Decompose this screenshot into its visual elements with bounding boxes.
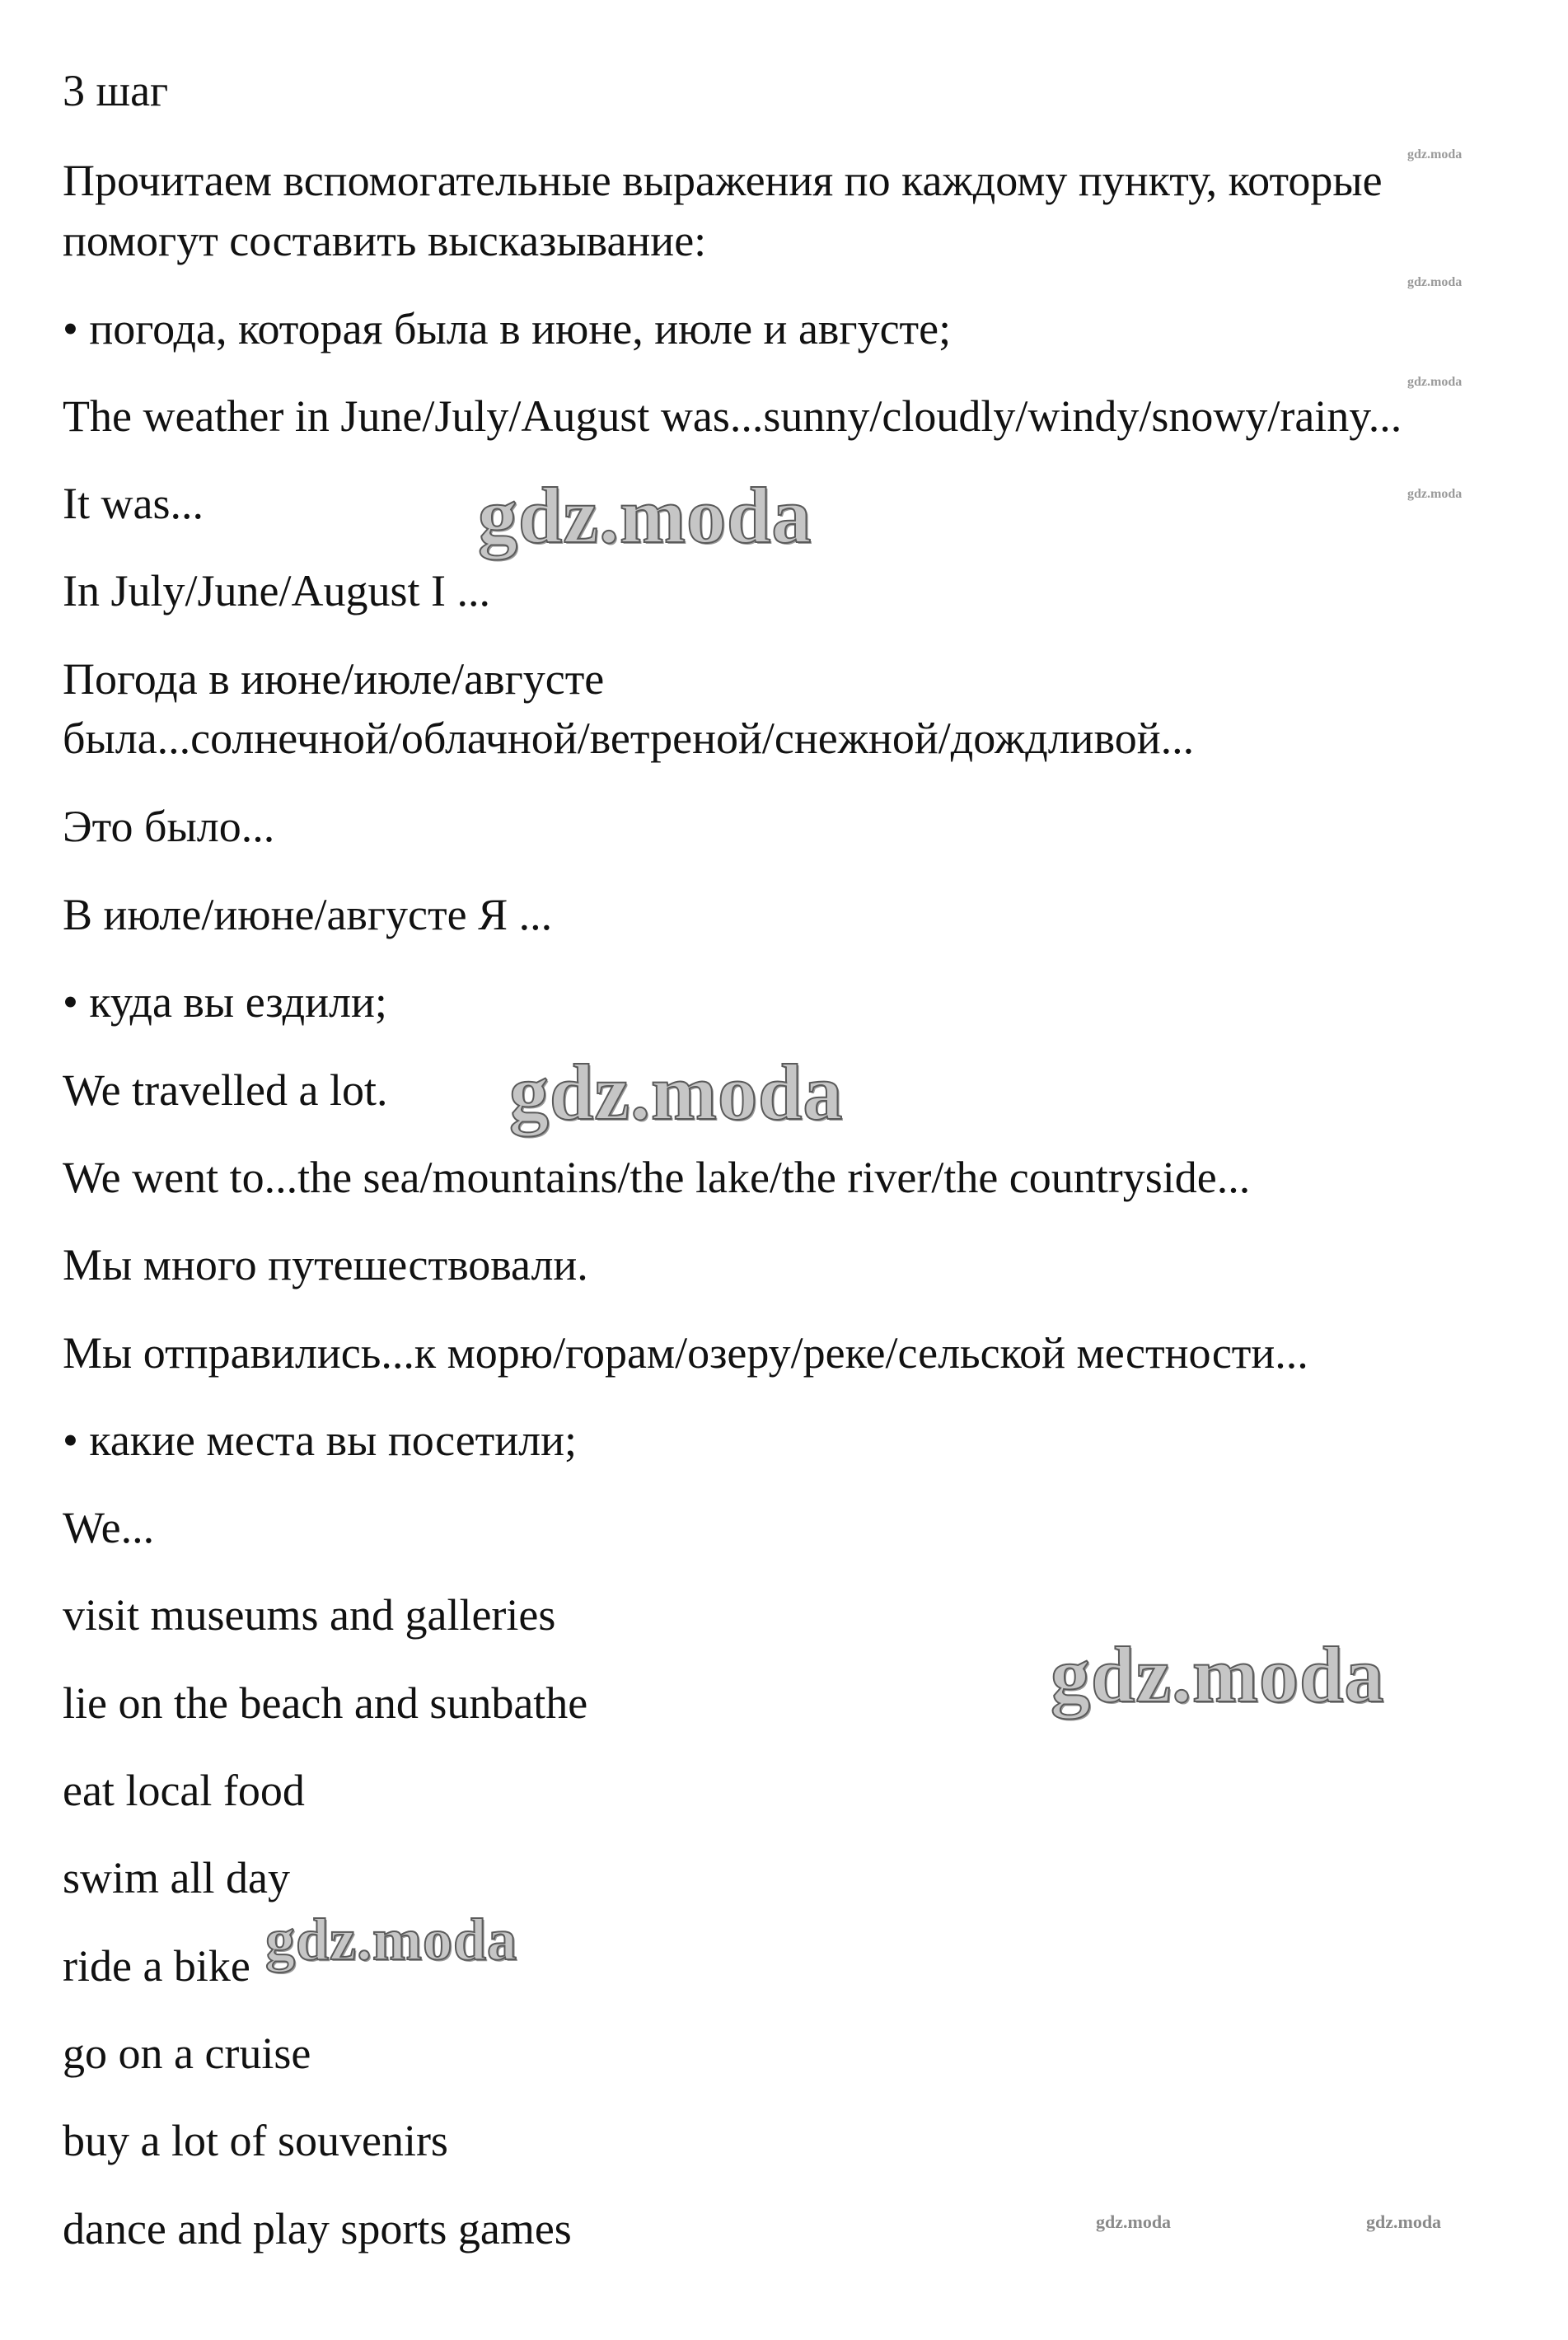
step-heading: 3 шаг [63, 66, 169, 115]
text-line: We... [63, 1503, 155, 1552]
text-line: The weather in June/July/August was...sunny/cloudly/windy/snowy/rainy... [63, 391, 1402, 441]
text-line: была...солнечной/облачной/ветреной/снежной/дождливой... [63, 714, 1195, 763]
activity-item: ride a bike [63, 1941, 250, 1991]
text-line: В июле/июне/августе Я ... [63, 890, 553, 939]
bullet-places: • какие места вы посетили; [63, 1416, 578, 1465]
watermark: gdz.moda [1407, 375, 1463, 389]
activity-item: eat local food [63, 1766, 305, 1815]
watermark: gdz.moda [1051, 1631, 1385, 1719]
activity-item: swim all day [63, 1853, 290, 1902]
text-line: It was... [63, 479, 204, 528]
watermark: gdz.moda [1096, 2211, 1172, 2232]
watermark: gdz.moda [1366, 2211, 1442, 2232]
text-line: Мы отправились...к морю/горам/озеру/реке/сельской местности... [63, 1328, 1308, 1378]
activity-item: lie on the beach and sunbathe [63, 1678, 588, 1728]
watermark: gdz.moda [265, 1907, 518, 1973]
watermark: gdz.moda [1407, 275, 1463, 289]
text-line: In July/June/August I ... [63, 566, 490, 615]
activity-item: go on a cruise [63, 2029, 311, 2078]
bullet-travel: • куда вы ездили; [63, 977, 387, 1027]
activity-item: buy a lot of souvenirs [63, 2116, 448, 2165]
watermark: gdz.moda [509, 1048, 844, 1136]
activity-item: dance and play sports games [63, 2204, 572, 2253]
watermark: gdz.moda [1407, 147, 1463, 161]
watermark: gdz.moda [478, 471, 812, 559]
text-line: Это было... [63, 802, 275, 851]
bullet-weather: • погода, которая была в июне, июле и августе; [63, 304, 952, 353]
text-line: Мы много путешествовали. [63, 1240, 588, 1289]
watermark: gdz.moda [1407, 487, 1463, 501]
instruction-line-1: Прочитаем вспомогательные выражения по каждому пункту, которые [63, 156, 1383, 205]
instruction-line-2: помогут составить высказывание: [63, 216, 707, 265]
activity-item: visit museums and galleries [63, 1590, 556, 1640]
text-line: We travelled a lot. [63, 1065, 388, 1115]
text-line: We went to...the sea/mountains/the lake/the river/the countryside... [63, 1153, 1251, 1202]
text-line: Погода в июне/июле/августе [63, 654, 605, 704]
